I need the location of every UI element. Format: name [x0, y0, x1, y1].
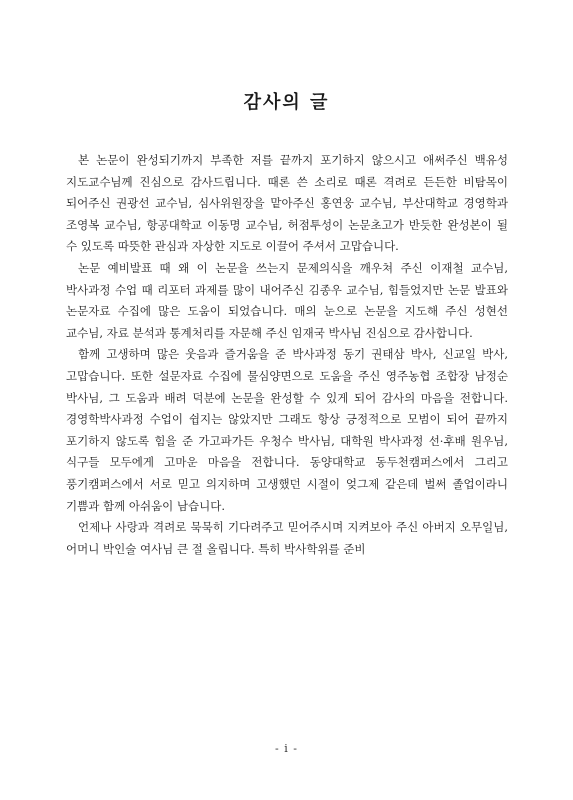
- paragraph-1: 본 논문이 완성되기까지 부족한 저를 끝까지 포기하지 않으시고 애써주신 백유성 지도교수님께 진심으로 감사드립니다. 때론 쓴 소리로 때론 격려로 든든한 비탐목이 되어주신 권광선 교수님, 심사위원장을 맡아주신 홍연웅 교수님, 부산대학교 경영학과 조영복 교수님, 항공대학교 이동명 교수님, 허점투성이 논문초고가 반듯한 완성본이 될 수 있도록 따뜻한 관심과 자상한 지도로 이끌어 주셔서 고맙습니다.: [66, 153, 508, 254]
- paragraph-4: 언제나 사랑과 격려로 묵묵히 기다려주고 믿어주시며 지켜보아 주신 아버지 오무일님, 어머니 박인술 여사님 큰 절 올립니다. 특히 박사학위를 준비: [66, 520, 508, 556]
- page-number: - i -: [275, 742, 298, 755]
- paragraph-2: 논문 예비발표 때 왜 이 논문을 쓰는지 문제의식을 깨우쳐 주신 이재철 교수님, 박사과정 수업 때 리포터 과제를 많이 내어주신 김종우 교수님, 힘들었지만 논문 발표와 논문자료 수집에 많은 도움이 되었습니다. 매의 눈으로 논문을 지도해 주신 성현선 교수님, 자료 분석과 통계처리를 자문해 주신 임재국 박사님 진심으로 감사합니다.: [66, 260, 508, 340]
- acknowledgement-body: [66, 150, 508, 560]
- paragraph-3: 함께 고생하며 많은 웃음과 즐거움을 준 박사과정 동기 권태삼 박사, 신교일 박사, 고맙습니다. 또한 설문자료 수집에 물심양면으로 도움을 주신 영주농협 조합장 남정순 박사님, 그 도움과 배려 덕분에 논문을 완성할 수 있게 되어 감사의 마음을 전합니다. 경영학박사과정 수업이 쉽지는 않았지만 그래도 항상 긍정적으로 모범이 되어 끝까지 포기하지 않도록 힘을 준 가고파가든 우청수 박사님, 대학원 박사과정 선·후배 원우님, 식구들 모두에게 고마운 마음을 전합니다. 동양대학교 동두천캠퍼스에서 그리고 풍기캠퍼스에서 서로 믿고 의지하며 고생했던 시절이 엊그제 같은데 벌써 졸업이라니 기쁨과 함께 아쉬움이 남습니다.: [66, 347, 508, 513]
- page-title: 감사의 글: [243, 92, 330, 113]
